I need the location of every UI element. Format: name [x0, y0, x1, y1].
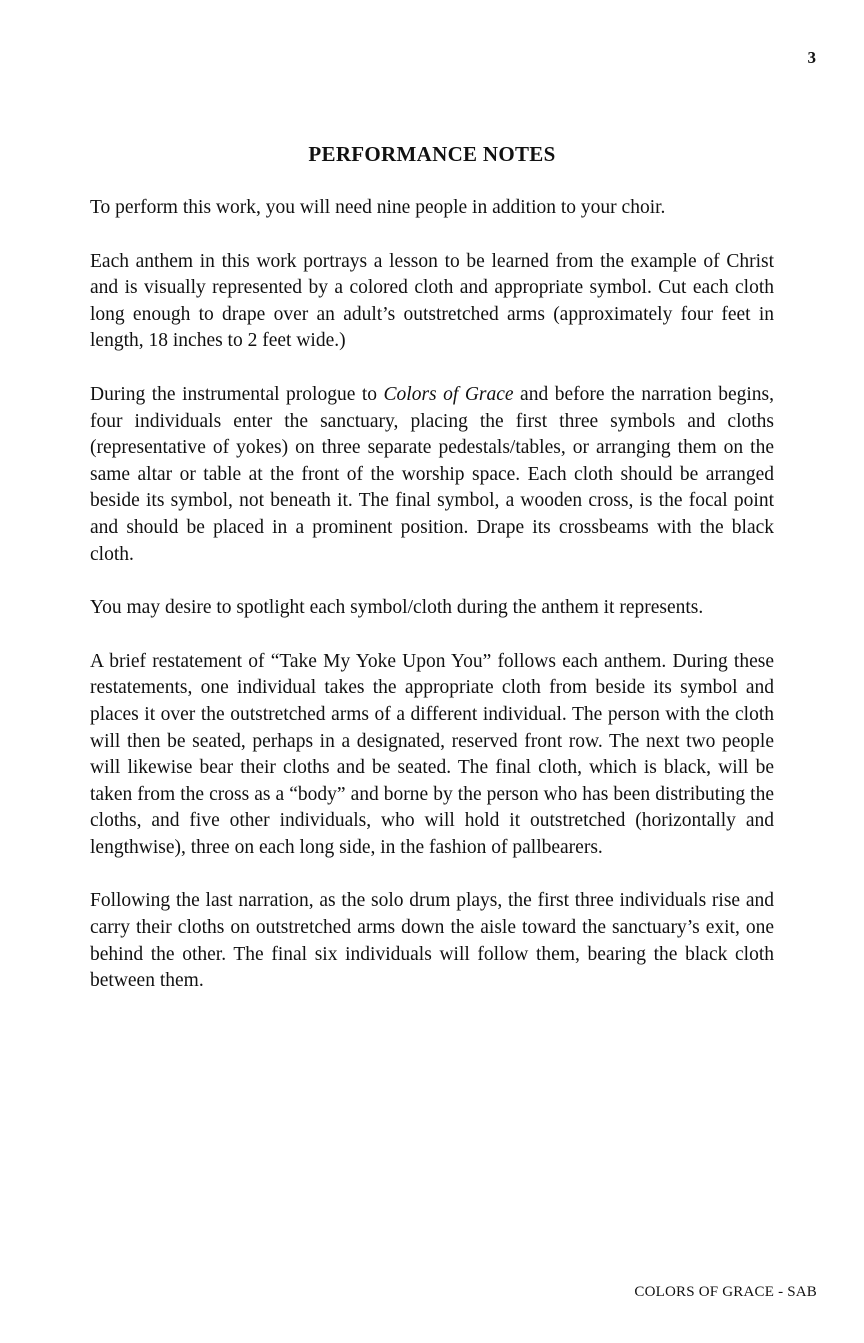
paragraph-final-narration: Following the last narration, as the solo drum plays, the first three individuals rise and carry their cloths on outstretched arms down the aisle toward the sanctuary’s exit, one behind the other. The final six individuals will follow them, bearing the black cloth between them. — [90, 890, 774, 992]
paragraph-prologue-text-pre: During the instrumental prologue to — [90, 383, 384, 405]
paragraph-intro: To perform this work, you will need nine people in addition to your choir. — [90, 197, 666, 218]
paragraph-restatement: A brief restatement of “Take My Yoke Upon You” follows each anthem. During these restatements, one individual takes the appropriate cloth from beside its symbol and places it over the outstretched arms of a different individual. The person with the cloth will then be seated, perhaps in a designated, reserved front row. The next two people will likewise bear their cloths and be seated. The final cloth, which is black, will be taken from the cross as a “body” and borne by the person who has been distributing the cloths, and five other individuals, who will hold it outstretched (horizontally and lengthwise), three on each long side, in the fashion of pallbearers. — [90, 650, 774, 858]
paragraph-prologue-text-post: and before the narration begins, four individuals enter the sanctuary, placing the first three symbols and cloths (representative of yokes) on three separate pedestals/tables, or arranging them on the same altar or table at the front of the worship space. Each cloth should be arranged beside its symbol, not beneath it. The final symbol, a wooden cross, is the focal point and should be placed in a prominent position. Drape its crossbeams with the black cloth. — [90, 383, 774, 565]
paragraph-anthem-cloths: Each anthem in this work portrays a lesson to be learned from the example of Christ and is visually represented by a colored cloth and appropriate symbol. Cut each cloth long enough to drape over an adult’s outstretched arms (approximately four feet in length, 18 inches to 2 feet wide.) — [90, 250, 774, 352]
footer-work-title: COLORS OF GRACE - SAB — [634, 1284, 817, 1300]
paragraph-prologue — [90, 382, 774, 568]
page-content — [90, 142, 774, 995]
paragraph-spotlight: You may desire to spotlight each symbol/cloth during the anthem it represents. — [90, 597, 704, 619]
page-title: PERFORMANCE NOTES — [308, 142, 556, 166]
page-number: 3 — [807, 48, 816, 67]
work-title-italic: Colors of Grace — [383, 383, 514, 405]
